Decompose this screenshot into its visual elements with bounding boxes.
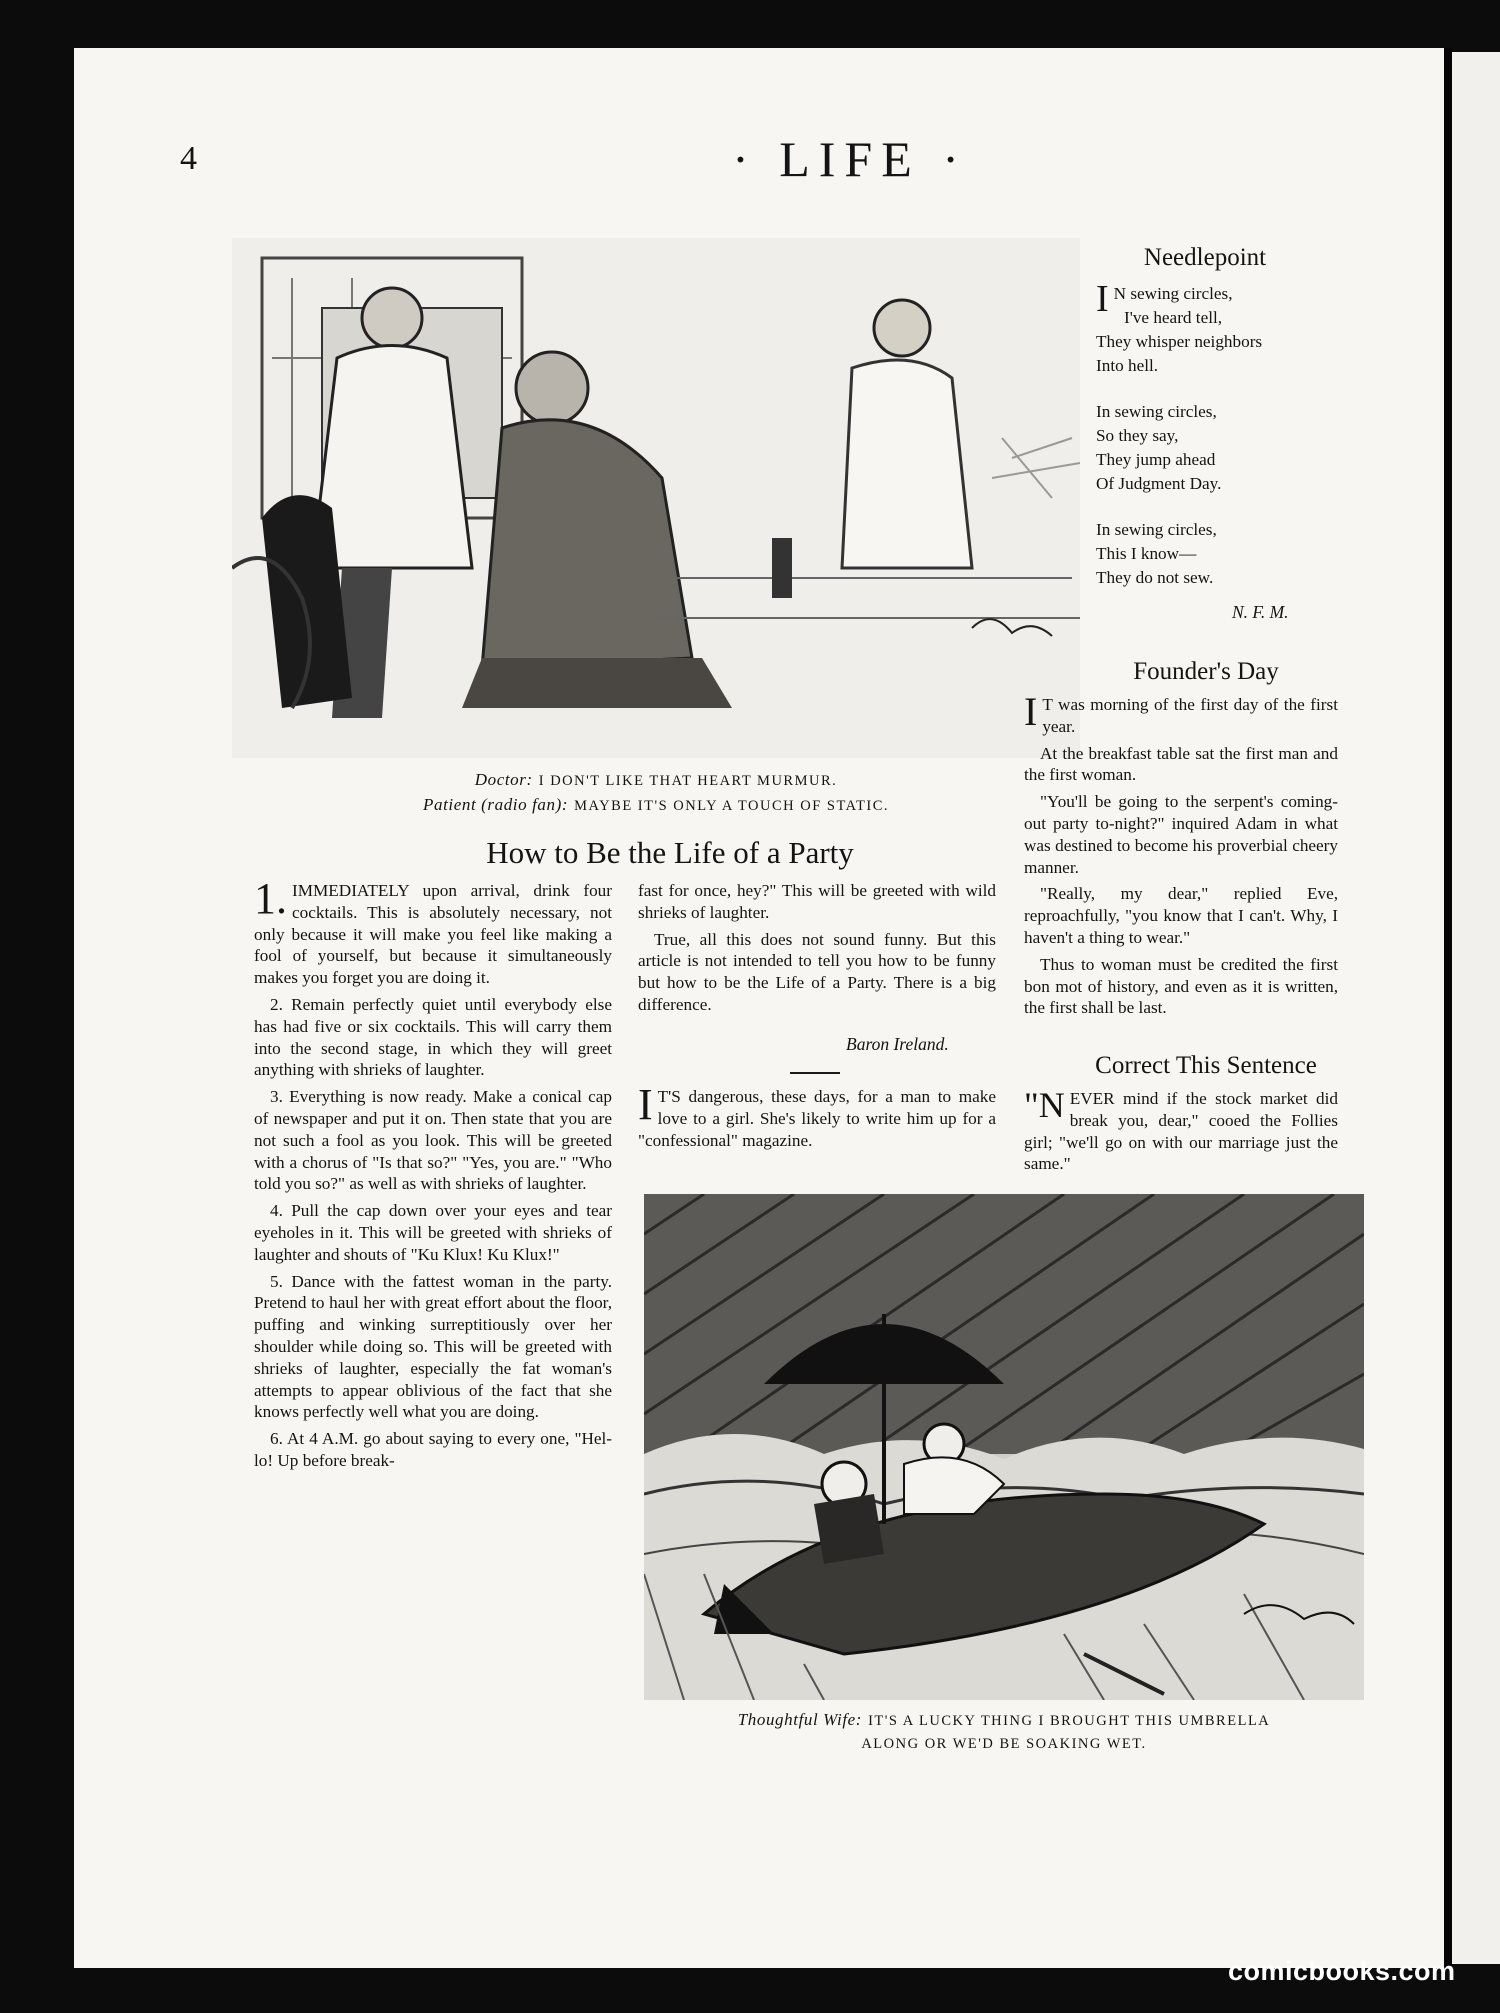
page-gutter xyxy=(1444,48,1452,1968)
caption-line-doctor: I DON'T LIKE THAT HEART MURMUR. xyxy=(538,773,838,789)
caption-line-1: IT'S A LUCKY THING I BROUGHT THIS UMBRELLA xyxy=(868,1713,1271,1729)
poem-line: They whisper neighbors xyxy=(1096,332,1263,351)
caption-speaker-doctor: Doctor: xyxy=(474,770,533,789)
article-column-2 xyxy=(638,880,996,1021)
article-paragraph-1: IMMEDIATELY upon arrival, drink four cocktails. This is absolutely necessary, not only because it will make you feel like making a fool of yourself, but because it simultaneously makes you forget you are doing it. xyxy=(254,881,612,988)
needlepoint-poem xyxy=(1096,278,1336,612)
correct-sentence-body: EVER mind if the stock market did break you, dear," cooed the Follies girl; "we'll go on with our marriage just the same." xyxy=(1024,1089,1338,1174)
filler-dropcap: I xyxy=(638,1080,653,1129)
filler-item xyxy=(638,1080,996,1156)
article-paragraph-3: 3. Everything is now ready. Make a conical cap of newspaper and put it on. Then state that you are not such a fool as you look. This will be greeted with a chorus of "Is that so?" "Yes, you are." "Who told you so?" as well as with shrieks of laughter. xyxy=(254,1087,612,1194)
founders-day-text xyxy=(1024,689,1338,1024)
article-dropcap: 1. xyxy=(254,874,287,923)
article-paragraph-5: 5. Dance with the fattest woman in the party. Pretend to haul her with great effort about the floor, puffing and winking surreptitiously over her shoulder while doing so. This will be greeted with shrieks of laughter, especially the fat woman's attempts to appear oblivious of the fact that she knows perfectly well what you are doing. xyxy=(254,1271,612,1422)
filler-text: T'S dangerous, these days, for a man to make love to a girl. She's likely to write him up for a "confessional" magazine. xyxy=(638,1087,996,1150)
umbrella-cartoon-caption xyxy=(644,1708,1364,1756)
poem-line: In sewing circles, xyxy=(1096,520,1217,539)
article-paragraph-7: fast for once, hey?" This will be greeted with wild shrieks of laughter. xyxy=(638,881,996,922)
founders-day-dropcap: I xyxy=(1024,689,1038,734)
doctor-cartoon-caption xyxy=(232,768,1080,818)
caption-speaker-patient: Patient (radio fan): xyxy=(422,795,569,814)
poem-line: This I know— xyxy=(1096,544,1197,563)
poem-line: I've heard tell, xyxy=(1124,308,1223,327)
article-paragraph-4: 4. Pull the cap down over your eyes and tear eyeholes in it. This will be greeted with shrieks of laughter and shouts of "Ku Klux! Ku Klux!" xyxy=(254,1201,612,1264)
founders-day-paragraph: "You'll be going to the serpent's coming-out party to-night?" inquired Adam in what was destined to become his proverbial cheery manner. xyxy=(1024,792,1338,877)
article-column-1 xyxy=(254,874,612,1477)
poem-line: Into hell. xyxy=(1096,356,1159,375)
founders-day-paragraph: At the breakfast table sat the first man and the first woman. xyxy=(1024,743,1338,785)
poem-line: Of Judgment Day. xyxy=(1096,474,1222,493)
correct-sentence-dropcap: "N xyxy=(1024,1085,1065,1125)
masthead-title: · LIFE · xyxy=(732,131,968,187)
needlepoint-signature: N. F. M. xyxy=(1232,602,1289,622)
article-title: How to Be the Life of a Party xyxy=(486,835,854,870)
founders-day-paragraph: T was morning of the first day of the first year. xyxy=(1042,695,1338,736)
caption-line-patient: MAYBE IT'S ONLY A TOUCH OF STATIC. xyxy=(574,798,890,814)
poem-line: They jump ahead xyxy=(1096,450,1216,469)
correct-sentence-title: Correct This Sentence xyxy=(1095,1052,1317,1079)
divider-rule xyxy=(790,1072,840,1074)
founders-day-title: Founder's Day xyxy=(1133,658,1279,685)
caption-speaker-wife: Thoughtful Wife: xyxy=(737,1710,863,1729)
umbrella-cartoon-illustration xyxy=(644,1194,1364,1700)
poem-line: N sewing circles, xyxy=(1113,284,1233,303)
article-paragraph-2: 2. Remain perfectly quiet until everybody else has had five or six cocktails. This will carry them into the second stage, in which they will greet anything with shrieks of laughter. xyxy=(254,994,612,1080)
article-paragraph-6: 6. At 4 A.M. go about saying to every one, "Hel-lo! Up before break- xyxy=(254,1429,612,1470)
article-signature: Baron Ireland. xyxy=(846,1034,949,1054)
article-paragraph-8: True, all this does not sound funny. But this article is not intended to tell you how to be funny but how to be the Life of a Party. There is a big difference. xyxy=(638,929,996,1014)
needlepoint-dropcap: I xyxy=(1096,278,1109,320)
correct-sentence-text xyxy=(1024,1085,1338,1180)
poem-line: So they say, xyxy=(1096,426,1179,445)
poem-line: They do not sew. xyxy=(1096,568,1214,587)
watermark-logo: comicbooks.com xyxy=(1228,1956,1456,1986)
founders-day-paragraph: Thus to woman must be credited the first bon mot of history, and even as it is written, the first shall be last. xyxy=(1024,954,1338,1018)
needlepoint-title: Needlepoint xyxy=(1143,244,1267,271)
facing-page-edge xyxy=(1452,52,1500,1964)
doctor-cartoon-illustration xyxy=(232,238,1080,758)
poem-line: In sewing circles, xyxy=(1096,402,1217,421)
page-number: 4 xyxy=(180,140,197,177)
caption-line-2: ALONG OR WE'D BE SOAKING WET. xyxy=(861,1736,1147,1752)
founders-day-paragraph: "Really, my dear," replied Eve, reproachfully, "you know that I can't. Why, I haven't a thing to wear." xyxy=(1024,884,1338,947)
